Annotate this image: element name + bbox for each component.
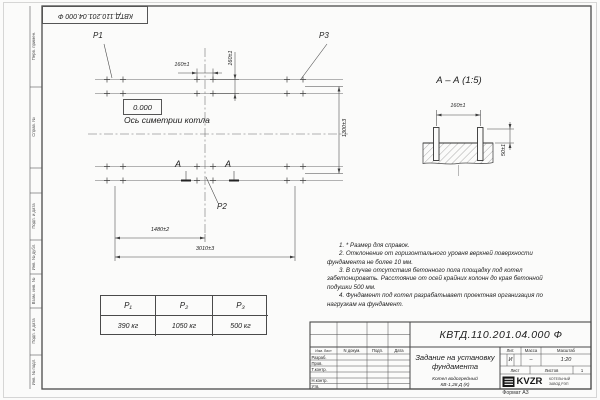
tb-row-prov: Пров.	[311, 360, 323, 366]
tb-row-tkontr: Т.контр.	[311, 366, 327, 372]
drawing-title: Задание на установку фундамента	[415, 353, 495, 371]
note-3: 3. В случае отсутствия бетонного пола площадку под котел забетонировать. Расстояние от осей крайних колонн до края бетонной подушки 500 мм.	[327, 267, 543, 291]
tb-lit-value: И	[508, 357, 513, 363]
tb-mass-value: –	[529, 357, 533, 363]
section-a-a-title: А – А (1:5)	[436, 75, 482, 86]
level-mark-box	[123, 99, 162, 115]
note-2: 2. Отклонение от горизонтального уровня верхней поверхности фундамента не более 10 мм.	[327, 250, 533, 266]
margin-label-podp-data-1: Подп. и дата	[31, 203, 36, 229]
tb-sheets-value: 1	[580, 367, 584, 373]
tb-header-n-dokum: N докум.	[343, 348, 361, 353]
dim-160-vertical: 160±1	[228, 50, 234, 66]
tb-mass-header: Масса	[524, 348, 538, 353]
note-4: 4. Фундамент под котел разрабатывает проектная организация по нагрузкам на фундамент.	[327, 292, 543, 308]
anchor-bolt-left	[434, 128, 440, 161]
kvzr-logo-sub2: ЗАВОД РЭП	[549, 381, 569, 386]
section-dim-50: 50±1	[501, 143, 507, 157]
note-1: 1. * Размер для справок.	[339, 242, 410, 249]
load-table-value-p3: 500 кг	[230, 322, 251, 330]
cut-letter-a-left: А	[175, 159, 182, 169]
load-table-value-p1: 390 кг	[101, 316, 156, 336]
dim-3010: 3010±3	[195, 246, 215, 252]
product-name-line2: КВ-1,28 Д (К)	[440, 383, 470, 388]
top-stamp-number: КВТД.110.201.04.000 Ф	[57, 11, 133, 19]
tb-lit-header: Лит.	[506, 348, 515, 353]
load-table-header-p3: Р₃	[213, 296, 268, 316]
load-point-p1-label: P1	[93, 31, 103, 40]
margin-label-inv-podl: Инв. № подл.	[31, 358, 36, 386]
tb-scale-value: 1:20	[560, 357, 572, 363]
section-view	[423, 128, 493, 177]
tb-sheet-label: Лист	[510, 367, 520, 373]
tb-row-razrab: Разраб.	[311, 354, 327, 360]
load-table-value-p2: 1050 кг	[156, 316, 213, 336]
dim-160-horizontal: 160±1	[174, 61, 190, 68]
margin-label-sprav-n: Справ. №	[31, 117, 36, 137]
boiler-symmetry-axis-label: Ось симетрии котла	[124, 115, 210, 125]
top-stamp-box	[42, 6, 148, 24]
load-table-header-p1: Р₁	[101, 296, 156, 316]
section-dim-160: 160±1	[450, 103, 466, 109]
cut-letter-a-right: А	[225, 159, 232, 169]
kvzr-logo-text: KVZR	[516, 375, 543, 387]
margin-label-podp-data-2: Подп. и дата	[31, 318, 36, 344]
tb-header-data: Дата	[394, 348, 404, 353]
doc-number: КВТД.110.201.04.000 Ф	[439, 328, 563, 341]
tb-header-izm-list: Изм. Лист	[315, 348, 332, 353]
margin-label-inv-dubl: Инв. № дубл.	[31, 243, 36, 271]
dim-1480: 1480±2	[150, 227, 170, 233]
kvzr-logo-sub1: КОТЕЛЬНЫЙ	[549, 377, 571, 381]
level-mark-value: 0.000	[133, 102, 152, 112]
tb-row-nkontr: Н.контр.	[311, 378, 328, 384]
tb-sheets-label: Листов	[544, 367, 559, 373]
tb-header-podp: Подп.	[371, 348, 384, 353]
anchor-bolt-right	[478, 128, 484, 161]
margin-label-perv-primen: Перв. примен.	[31, 31, 36, 61]
load-point-p3-label: P3	[319, 31, 329, 40]
load-table-header-p2: Р₂	[156, 296, 213, 316]
tb-scale-header: Масштаб	[557, 348, 575, 353]
load-point-p2-label: P2	[217, 202, 227, 211]
section-cut-marks	[181, 171, 239, 181]
format-label: Формат А3	[502, 390, 529, 396]
tb-row-utv: Утв.	[311, 383, 320, 389]
notes-block	[327, 242, 563, 309]
dim-1300: 1300±3	[342, 118, 348, 138]
kvzr-logo-icon	[503, 377, 515, 388]
load-table	[100, 295, 267, 335]
product-name-line1: Котел водогрейный	[432, 377, 478, 382]
margin-label-vzam-inv: Взам. инв. №	[31, 277, 36, 305]
